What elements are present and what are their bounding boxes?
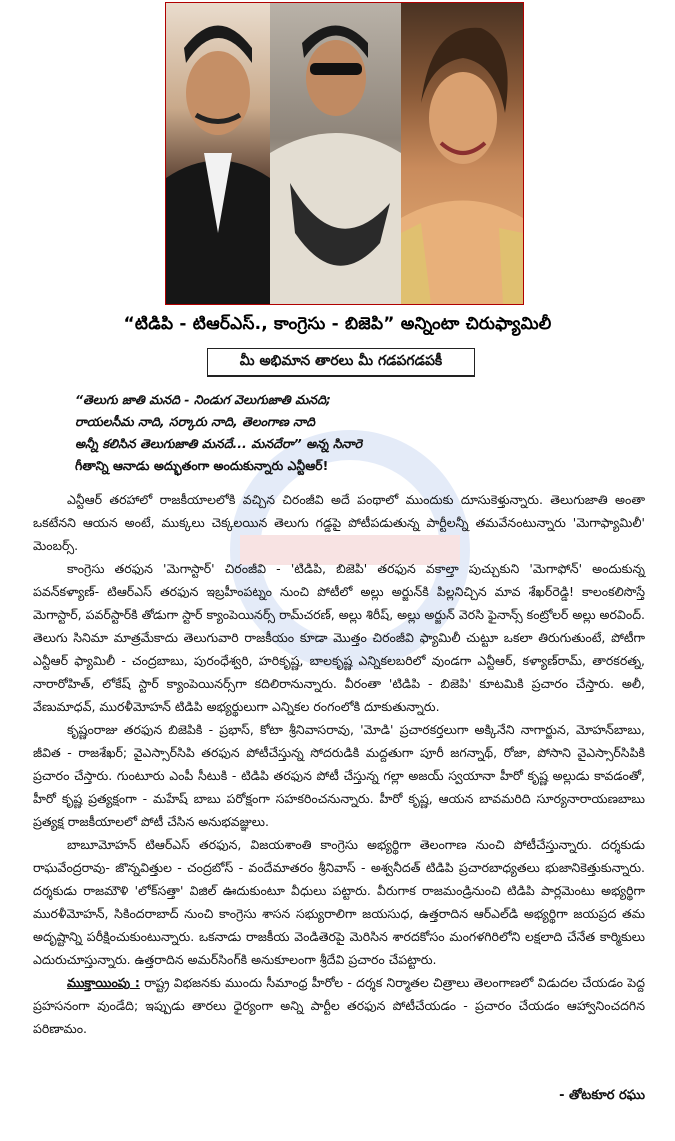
article-subtitle: మీ అభిమాన తారలు మీ గడపగడపకీ <box>239 352 443 369</box>
poem-line-2: రాయలసీమ నాది, సర్కారు నాది, తెలంగాణ నాది <box>75 414 315 429</box>
conclusion-paragraph <box>33 971 645 1040</box>
photo-2 <box>270 3 401 304</box>
article-body <box>33 488 645 1040</box>
photo-1 <box>166 3 270 304</box>
poem-line-1: “తెలుగు జాతి మనది - నిండుగ వెలుగుజాతి మనది; <box>75 392 331 407</box>
poem-tail: గీతాన్ని ఆనాడు అద్భుతంగా అందుకున్నారు ఎన్టీఆర్! <box>75 458 329 473</box>
subtitle-underline <box>207 376 475 377</box>
paragraph-3: కృష్ణంరాజు తరఫున బిజెపికి - ప్రభాస్, కోటా శ్రీనివాసరావు, 'మోడి' ప్రచారకర్తలుగా అక్కినేని నాగార్జున, మోహన్‌బాబు, జీవిత - రాజశేఖర్; వైఎస్సార్‌సిపి తరఫున పోటీచేస్తున్న సోదరుడికి మద్దతుగా పూరీ జగన్నాథ్, రోజా, పోసాని వైఎస్సార్‌సిపికి ప్రచారం చేస్తారు. గుంటూరు ఎంపీ సీటుకి - టిడిపి తరఫున పోటీ చేస్తున్న గల్లా అజయ్ స్వయానా హీరో కృష్ణ అల్లుడు కావడంతో, హీరో కృష్ణ ప్రత్యక్షంగా - మహేష్ బాబు పరోక్షంగా సహకరించనున్నారు. హీరో కృష్ణ, ఆయన బావమరిది సూర్యనారాయణబాబు ప్రత్యక్ష రాజకీయాలలో పోటీ చేసిన అనుభవజ్ఞులు. <box>33 722 645 829</box>
conclusion-label: ముక్తాయింపు : <box>67 975 140 990</box>
photo-3 <box>401 3 523 304</box>
paragraph-4: బాబూమోహన్ టిఆర్ఎస్ తరఫున, విజయశాంతి కాంగ్రెసు అభ్యర్థిగా తెలంగాణ నుంచి పోటీచేస్తున్నారు. దర్శకుడు రాఘవేంద్రరావు- జొన్నవిత్తుల - చంద్రబోస్ - వందేమాతరం శ్రీనివాస్ - అశ్వనీదత్ టిడిపి ప్రచారబాధ్యతలు భుజానికెత్తుకున్నారు. దర్శకుడు రాజమౌళి 'లోక్‌సత్తా' విజిల్ ఊదుకుంటూ వీధులు పట్టారు. వీరుగాక రాజమండ్రినుంచి టిడిపి పార్లమెంటు అభ్యర్థిగా మురళీమోహన్, సికిందరాబాద్ నుంచి కాంగ్రెసు శాసన సభ్యురాలిగా జయసుధ, ఉత్తరాదిన ఆర్ఎల్‌డి అభ్యర్థిగా జయప్రద తమ అదృష్టాన్ని పరీక్షించుకుంటున్నారు. ఒకనాడు రాజకీయ వెండితెరపై మెరిసిన శారదకోసం మంగళగిరిలోని లక్షలాది చేనేత కార్మికులు ఎదురుచూస్తున్నారు. ఉత్తరాదిన అమర్‌సింగ్‌కి అనుకూలంగా శ్రీదేవి ప్రచారం చేపట్టారు. <box>33 837 645 967</box>
subtitle-box <box>207 348 475 376</box>
paragraph-2: కాంగ్రెసు తరఫున 'మెగాస్టార్' చిరంజీవి - 'టిడిపి, బిజెపి' తరఫున వకాల్తా పుచ్చుకుని 'మెగాఫోన్' అందుకున్న పవన్‌కళ్యాణ్- టిఆర్ఎస్ తరఫున ఇబ్రహీంపట్నం నుంచి పోటీలో అల్లు అర్జున్‌కి పిల్లనిచ్చిన మావ శేఖర్‌రెడ్డి! కాలంకలిసొస్తే మెగాస్టార్, పవర్‌స్టార్‌కి తోడుగా స్టార్ క్యాంపెయినర్స్ రామ్‌చరణ్, అల్లు శిరీష్, అల్లు అర్జున్ వెరసి ఫైనాన్స్ కంట్రోలర్ అల్లు అరవింద్. తెలుగు సినిమా మాత్రమేకాదు తెలుగువారి రాజకీయం కూడా మొత్తం చిరంజీవి ఫ్యామిలీ చుట్టూ ఒకలా తిరుగుతుంటే, పోటీగా ఎన్టీఆర్ ఫ్యామిలీ - చంద్రబాబు, పురంధేశ్వరి, హరికృష్ణ, బాలకృష్ణ ఎన్నికలబరిలో వుండగా ఎన్టీఆర్, కళ్యాణ్‌రామ్, తారకరత్న, నారారోహిత్, లోకేష్ స్టార్ క్యాంపెయినర్స్‌గా కదిలిరానున్నారు. వీరంతా 'టిడిపి - బిజెపి' కూటమికి ప్రచారం చేస్తారు. అలీ, వేణుమాధవ్, మురళీమోహన్ టిడిపి అభ్యర్థులుగా ఎన్నికల రంగంలోకి దూకుతున్నారు. <box>33 561 645 714</box>
paragraph-1: ఎన్టీఆర్ తరహాలో రాజకీయాలలోకి వచ్చిన చిరంజీవి అదే పంథాలో ముందుకు దూసుకెళ్తున్నారు. తెలుగుజాతి అంతా ఒకటేనని ఆయన అంటే, ముక్కలు చెక్కలయిన తెలుగు గడ్డపై పోటీపడుతున్న పార్టీలన్నీ తమవేనంటున్నారు 'మెగాఫ్యామిలీ' మెంబర్స్. <box>33 492 645 553</box>
conclusion-text: రాష్ట్ర విభజనకు ముందు సీమాంధ్ర హీరోల - దర్శక నిర్మాతల చిత్రాలు తెలంగాణలో విడుదల చేయడం పెద్ద ప్రహసనంగా వుండేది; ఇప్పుడు తారలు ధైర్యంగా అన్ని పార్టీల తరఫున పోటీచేయడం - ప్రచారం చేయడం ఆహ్వానించదగిన పరిణామం. <box>33 975 645 1036</box>
poem-line-3: అన్నీ కలిసిన తెలుగుజాతి మనదే... మనదేరా” అన్న సినారె <box>75 436 363 451</box>
author-byline: - తోటకూర రఘు <box>559 1088 645 1103</box>
article-title: “టిడిపి - టిఆర్ఎస్., కాంగ్రెసు - బిజెపి” అన్నింటా చిరుఫ్యామిలీ <box>123 314 552 334</box>
photo-strip <box>165 2 524 305</box>
poem-quote <box>75 389 635 477</box>
